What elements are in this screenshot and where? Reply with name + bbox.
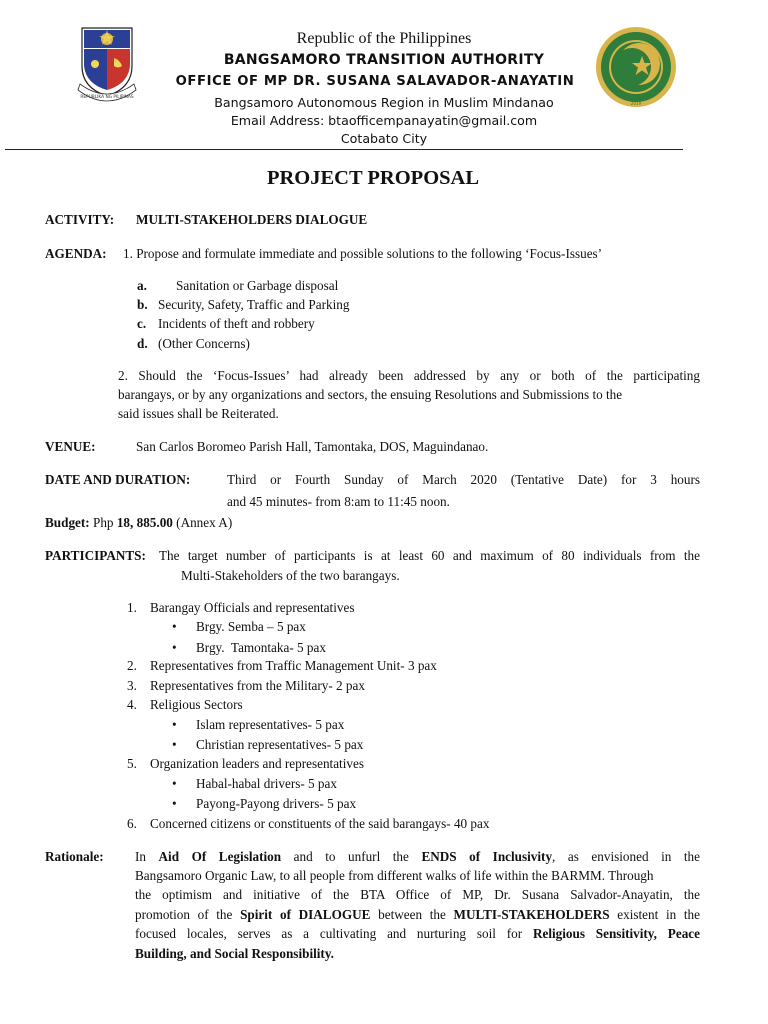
page-title: PROJECT PROPOSAL (266, 167, 480, 189)
participants-intro-line: Multi-Stakeholders of the two barangays. (181, 568, 400, 583)
participant-item: Religious Sectors (150, 697, 243, 712)
participant-item: Islam representatives- 5 pax (196, 717, 345, 732)
venue-label: VENUE: (45, 439, 96, 454)
bullet: • (172, 640, 177, 655)
participant-item: Representatives from Traffic Management Unit- 3 pax (150, 658, 437, 673)
header-region: Bangsamoro Autonomous Region in Muslim Mindanao (214, 95, 554, 110)
participant-number: 5. (127, 756, 137, 771)
participant-item: Brgy. Semba – 5 pax (196, 619, 306, 634)
rationale-emphasis: Religious Sensitivity, Peace (532, 926, 701, 941)
rationale-emphasis: Spirit of DIALOGUE (240, 907, 371, 922)
rationale-label: Rationale: (45, 849, 104, 864)
agenda-item-2-line: barangays, or by any organizations and sectors, the ensuing Resolutions and Submissions to the (118, 387, 623, 402)
bullet: • (172, 796, 177, 811)
agenda-item-1: 1. Propose and formulate immediate and possible solutions to the following ‘Focus-Issues’ (123, 246, 603, 261)
participant-item: Organization leaders and representatives (150, 756, 364, 771)
agenda-item-2-line: 2. Should the ‘Focus-Issues’ had already been addressed by any or both of the participating (118, 368, 700, 383)
rationale-line: the optimism and initiative of the BTA Office of MP, Dr. Susana Salvador-Anayatin, the (135, 887, 700, 902)
participant-item: Representatives from the Military- 2 pax (150, 678, 365, 693)
participant-item: Brgy. Tamontaka- 5 pax (196, 640, 326, 655)
participant-number: 6. (127, 816, 137, 831)
participant-item: Habal-habal drivers- 5 pax (196, 776, 337, 791)
date-label: DATE AND DURATION: (45, 472, 191, 487)
participant-number: 1. (127, 600, 137, 615)
agenda-sub-item: Incidents of theft and robbery (158, 316, 315, 331)
participant-item: Concerned citizens or constituents of the said barangays- 40 pax (150, 816, 490, 831)
participant-item: Payong-Payong drivers- 5 pax (196, 796, 357, 811)
header-city: Cotabato City (340, 131, 428, 146)
budget-currency: Php (93, 515, 114, 530)
activity-label: ACTIVITY: (45, 212, 115, 227)
agenda-sub-marker: d. (137, 336, 148, 351)
participant-number: 3. (127, 678, 137, 693)
rationale-line: Bangsamoro Organic Law, to all people from different walks of life within the BARMM. Through (135, 868, 654, 883)
bullet: • (172, 717, 177, 732)
venue-value: San Carlos Boromeo Parish Hall, Tamontaka, DOS, Maguindanao. (136, 439, 489, 454)
rationale-line: In Aid Of Legislation and to unfurl the ENDS of Inclusivity, as envisioned in the (135, 849, 700, 864)
budget-line (45, 513, 232, 532)
agenda-sub-item: Sanitation or Garbage disposal (176, 278, 339, 293)
header-office: OFFICE OF MP DR. SUSANA SALAVADOR-ANAYATIN (175, 74, 575, 89)
header-republic: Republic of the Philippines (296, 30, 472, 47)
date-value-line: Third or Fourth Sunday of March 2020 (Tentative Date) for 3 hours (227, 472, 700, 487)
agenda-sub-marker: c. (137, 316, 147, 331)
date-value-line: and 45 minutes- from 8:am to 11:45 noon. (227, 494, 450, 509)
agenda-sub-marker: a. (137, 278, 147, 293)
rationale-line: promotion of the Spirit of DIALOGUE between the MULTI-STAKEHOLDERS existent in the (135, 907, 701, 922)
bullet: • (172, 619, 177, 634)
activity-value: MULTI-STAKEHOLDERS DIALOGUE (136, 212, 368, 227)
agenda-label: AGENDA: (45, 246, 107, 261)
bullet: • (172, 737, 177, 752)
rationale-emphasis: Aid Of Legislation (158, 849, 282, 864)
participant-item: Barangay Officials and representatives (150, 600, 355, 615)
budget-label: Budget: (45, 515, 90, 530)
participants-intro-line: The target number of participants is at least 60 and maximum of 80 individuals from the (159, 548, 700, 563)
header-authority: BANGSAMORO TRANSITION AUTHORITY (223, 52, 545, 68)
seal-year: 2019 (630, 101, 642, 106)
rationale-line: focused locales, serves as a cultivating and nurturing soil for Religious Sensitivity, Peace (135, 926, 701, 941)
participant-item: Christian representatives- 5 pax (196, 737, 364, 752)
budget-amount: 18, 885.00 (116, 515, 173, 530)
participant-number: 4. (127, 697, 137, 712)
participant-number: 2. (127, 658, 137, 673)
header-divider (5, 149, 683, 150)
rationale-line: Building, and Social Responsibility. (135, 946, 334, 961)
budget-annex: (Annex A) (176, 515, 233, 530)
rationale-emphasis: ENDS of Inclusivity (421, 849, 553, 864)
agenda-sub-item: Security, Safety, Traffic and Parking (158, 297, 350, 312)
bullet: • (172, 776, 177, 791)
agenda-sub-item: (Other Concerns) (158, 336, 250, 351)
agenda-sub-marker: b. (137, 297, 148, 312)
seal-motto: REPUBLIKA NG PILIPINAS (80, 95, 134, 100)
participants-label: PARTICIPANTS: (45, 548, 146, 563)
agenda-item-2-line: said issues shall be Reiterated. (118, 406, 279, 421)
rationale-emphasis: MULTI-STAKEHOLDERS (453, 907, 610, 922)
header-email: Email Address: btaofficempanayatin@gmail.com (230, 113, 538, 128)
